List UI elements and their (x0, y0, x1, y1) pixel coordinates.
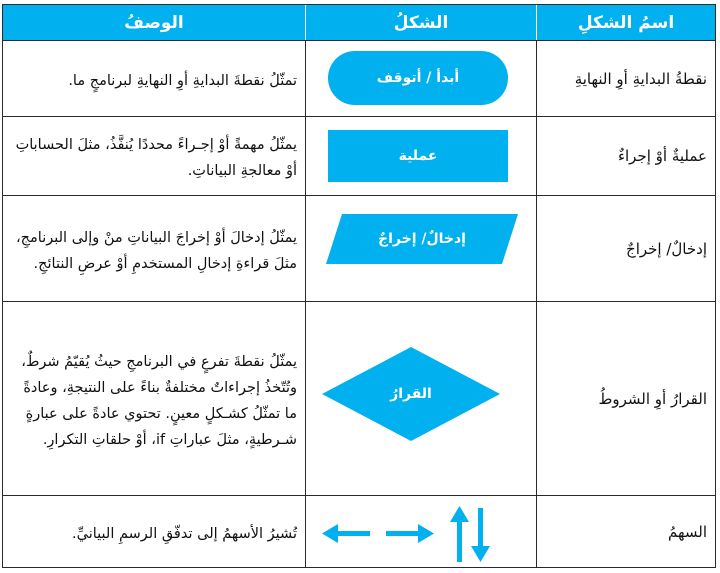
table-row (3, 41, 715, 117)
process-shape (328, 130, 508, 182)
row-name: إدخالٌ/ إخراجٌ (626, 239, 707, 258)
table-header (3, 5, 715, 41)
row-name: عمليةٌ أوْ إجراءٌ (617, 147, 707, 165)
shape-label: إدخالٌ/ إخراجٌ (378, 231, 466, 247)
table-row (3, 117, 715, 196)
row-description: تمثّلُ نقطةَ البدايةِ أوِ النهايةِ لبرنامجٍ ما. (68, 72, 297, 89)
shape-label: أبدأ / أتوقف (376, 70, 460, 86)
header-description: الوصفُ (3, 5, 306, 40)
flow-arrows-icon (320, 502, 520, 564)
shape-label: عملية (398, 148, 438, 164)
row-description: يمثّلُ إدخالَ أوْ إخراجَ البياناتِ منْ وإلى البرنامجِ، مثلَ قراءةِ إدخالِ المستخدمِ أوْ عرضِ النتائجِ. (16, 229, 297, 272)
row-name: السهمُ (667, 523, 707, 541)
shapes-table (2, 4, 716, 568)
row-name: القرارُ أوِ الشروطُ (598, 389, 707, 408)
shape-label: القرارُ (390, 386, 432, 402)
table-row (3, 302, 715, 496)
row-name: نقطةُ البدايةِ أوِ النهايةِ (574, 69, 707, 88)
row-description: تُشيرُ الأسهمُ إلى تدفّقِ الرسمِ البيانيِّ. (72, 526, 297, 542)
row-description: يمثّلُ مهمةً أوْ إجـراءً محددًا يُنفَّذُ، مثلَ الحساباتِ أوْ معالجةِ البياناتِ. (15, 137, 297, 179)
table-row (3, 496, 715, 568)
table-row (3, 196, 715, 302)
header-shape: الشكلُ (306, 5, 537, 40)
start-stop-shape (328, 51, 508, 105)
header-shape-name: اسمُ الشكلِ (577, 12, 675, 33)
row-description: يمثّلُ نقطةَ تفرعٍ في البرنامجِ حيثُ يُقيّمُ شرطٌ، وتُتّخذُ إجراءاتٌ مختلفةٌ بناءً على النتيجةِ، وعادةً ما تمثّلُ كشـكلٍ معينٍ. تحتوي عادةً على عبارةٍ شـرطيةٍ، مثلَ عباراتِ if، أوْ حلقاتِ التكرارِ. (21, 353, 297, 448)
